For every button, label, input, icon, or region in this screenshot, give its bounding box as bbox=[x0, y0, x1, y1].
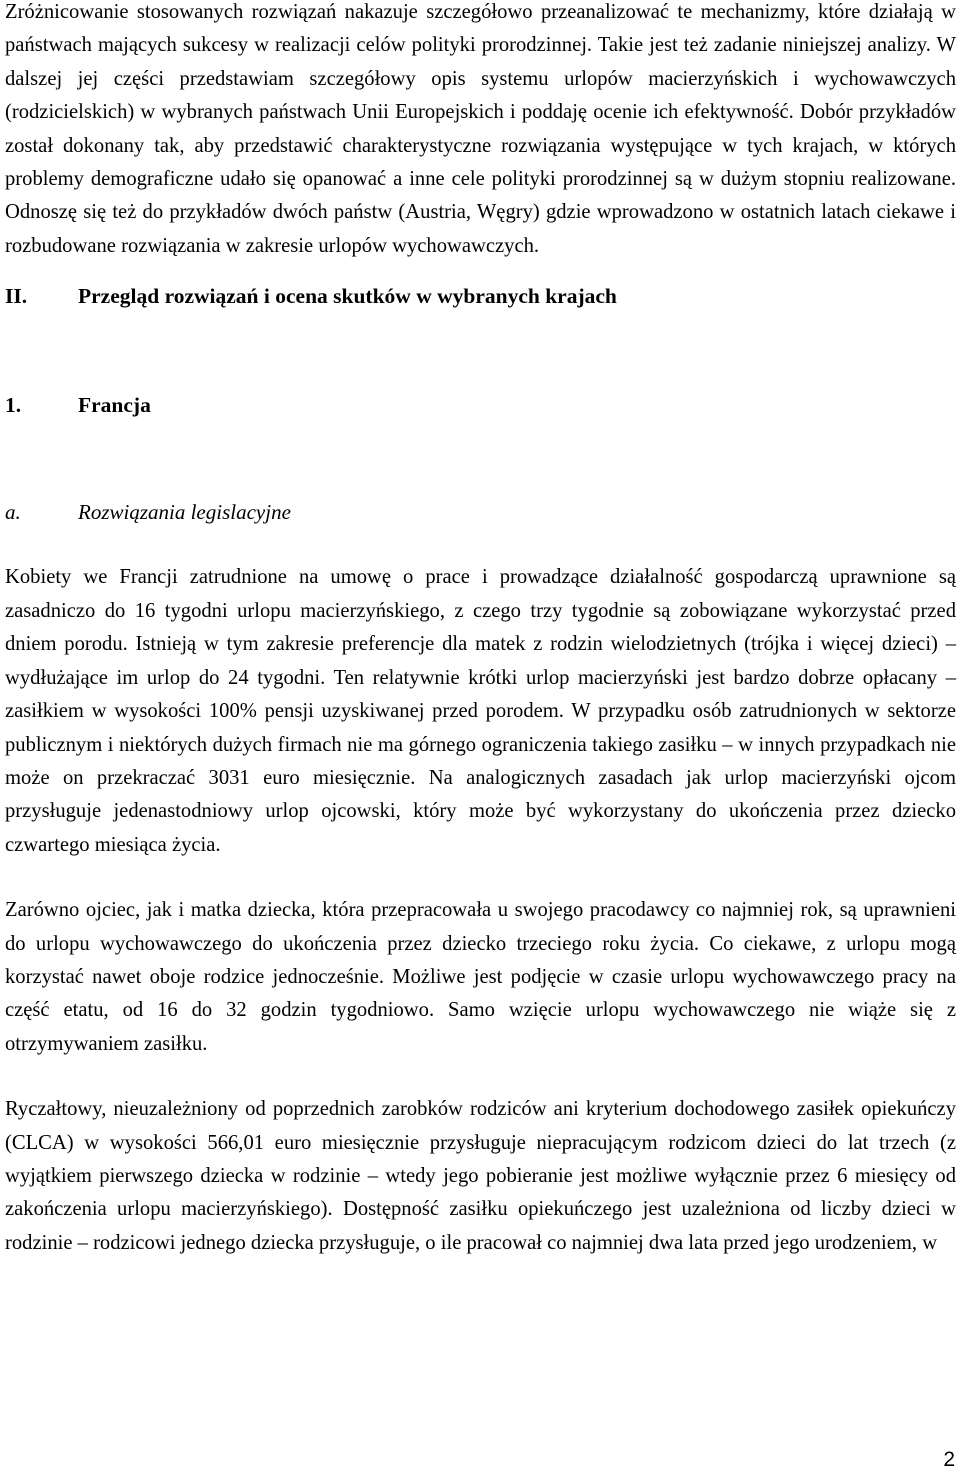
subsubsection-number: a. bbox=[5, 500, 21, 525]
subsection-title: Francja bbox=[78, 392, 151, 417]
subsubsection-heading bbox=[5, 496, 956, 529]
section-heading bbox=[5, 280, 956, 313]
section-title: Przegląd rozwiązań i ocena skutków w wybranych krajach bbox=[78, 284, 617, 309]
subsection-heading bbox=[5, 389, 956, 422]
intro-paragraph: Zróżnicowanie stosowanych rozwiązań nakazuje szczegółowo przeanalizować te mechanizmy, które działają w państwach mających sukcesy w realizacji celów polityki prorodzinnej. Takie jest też zadanie niniejszej analizy. W dalszej jej części przedstawiam szczegółowy opis systemu urlopów macierzyńskich i wychowawczych (rodzicielskich) w wybranych państwach Unii Europejskich i poddaję ocenie ich efektywność. Dobór przykładów został dokonany tak, aby przedstawić charakterystyczne rozwiązania występujące w tych krajach, w których problemy demograficzne udało się opanować a inne cele polityki prorodzinnej są w dużym stopniu realizowane. Odnoszę się też do przykładów dwóch państw (Austria, Węgry) gdzie wprowadzono w ostatnich latach ciekawe i rozbudowane rozwiązania w zakresie urlopów wychowawczych. bbox=[5, 1, 956, 257]
france-paragraph-maternity: Kobiety we Francji zatrudnione na umowę o prace i prowadzące działalność gospodarczą uprawnione są zasadniczo do 16 tygodni urlopu macierzyńskiego, z czego trzy tygodnie są zobowiązane wykorzystać przed dniem porodu. Istnieją w tym zakresie preferencje dla matek z rodzin wielodzietnych (trójka i więcej dzieci) – wydłużające im urlop do 24 tygodni. Ten relatywnie krótki urlop macierzyński jest bardzo dobrze opłacany – zasiłkiem w wysokości 100% pensji uzyskiwanej przed porodem. W przypadku osób zatrudnionych w sektorze publicznym i niektórych dużych firmach nie ma górnego ograniczenia takiego zasiłku – w innych przypadkach nie może on przekraczać 3031 euro miesięcznie. Na analogicznych zasadach jak urlop macierzyński ojcom przysługuje jedenastodniowy urlop ojcowski, który może być wykorzystany do ukończenia przez dziecko czwartego miesiąca życia. bbox=[5, 566, 956, 856]
section-number: II. bbox=[5, 284, 28, 309]
document-page bbox=[5, 0, 956, 1260]
page-number: 2 bbox=[943, 1448, 955, 1471]
subsubsection-title: Rozwiązania legislacyjne bbox=[78, 500, 291, 525]
subsection-number: 1. bbox=[5, 392, 22, 417]
france-paragraph-care-allowance: Ryczałtowy, nieuzależniony od poprzednich zarobków rodziców ani kryterium dochodowego zasiłek opiekuńczy (CLCA) w wysokości 566,01 euro miesięcznie przysługuje niepracującym rodzicom dzieci do lat trzech (z wyjątkiem pierwszego dziecka w rodzinie – wtedy jego pobieranie jest możliwe wyłącznie przez 6 miesięcy od zakończenia urlopu macierzyńskiego). Dostępność zasiłku opiekuńczego jest uzależniona od liczby dzieci w rodzinie – rodzicowi jednego dziecka przysługuje, o ile pracował co najmniej dwa lata przed jego urodzeniem, w bbox=[5, 1098, 956, 1254]
france-paragraph-parental-leave: Zarówno ojciec, jak i matka dziecka, która przepracowała u swojego pracodawcy co najmniej rok, są uprawnieni do urlopu wychowawczego do ukończenia przez dziecko trzeciego roku życia. Co ciekawe, z urlopu mogą korzystać nawet oboje rodzice jednocześnie. Możliwe jest podjęcie w czasie urlopu wychowawczego pracy na część etatu, od 16 do 32 godzin tygodniowo. Samo wzięcie urlopu wychowawczego nie wiąże się z otrzymywaniem zasiłku. bbox=[5, 899, 956, 1055]
